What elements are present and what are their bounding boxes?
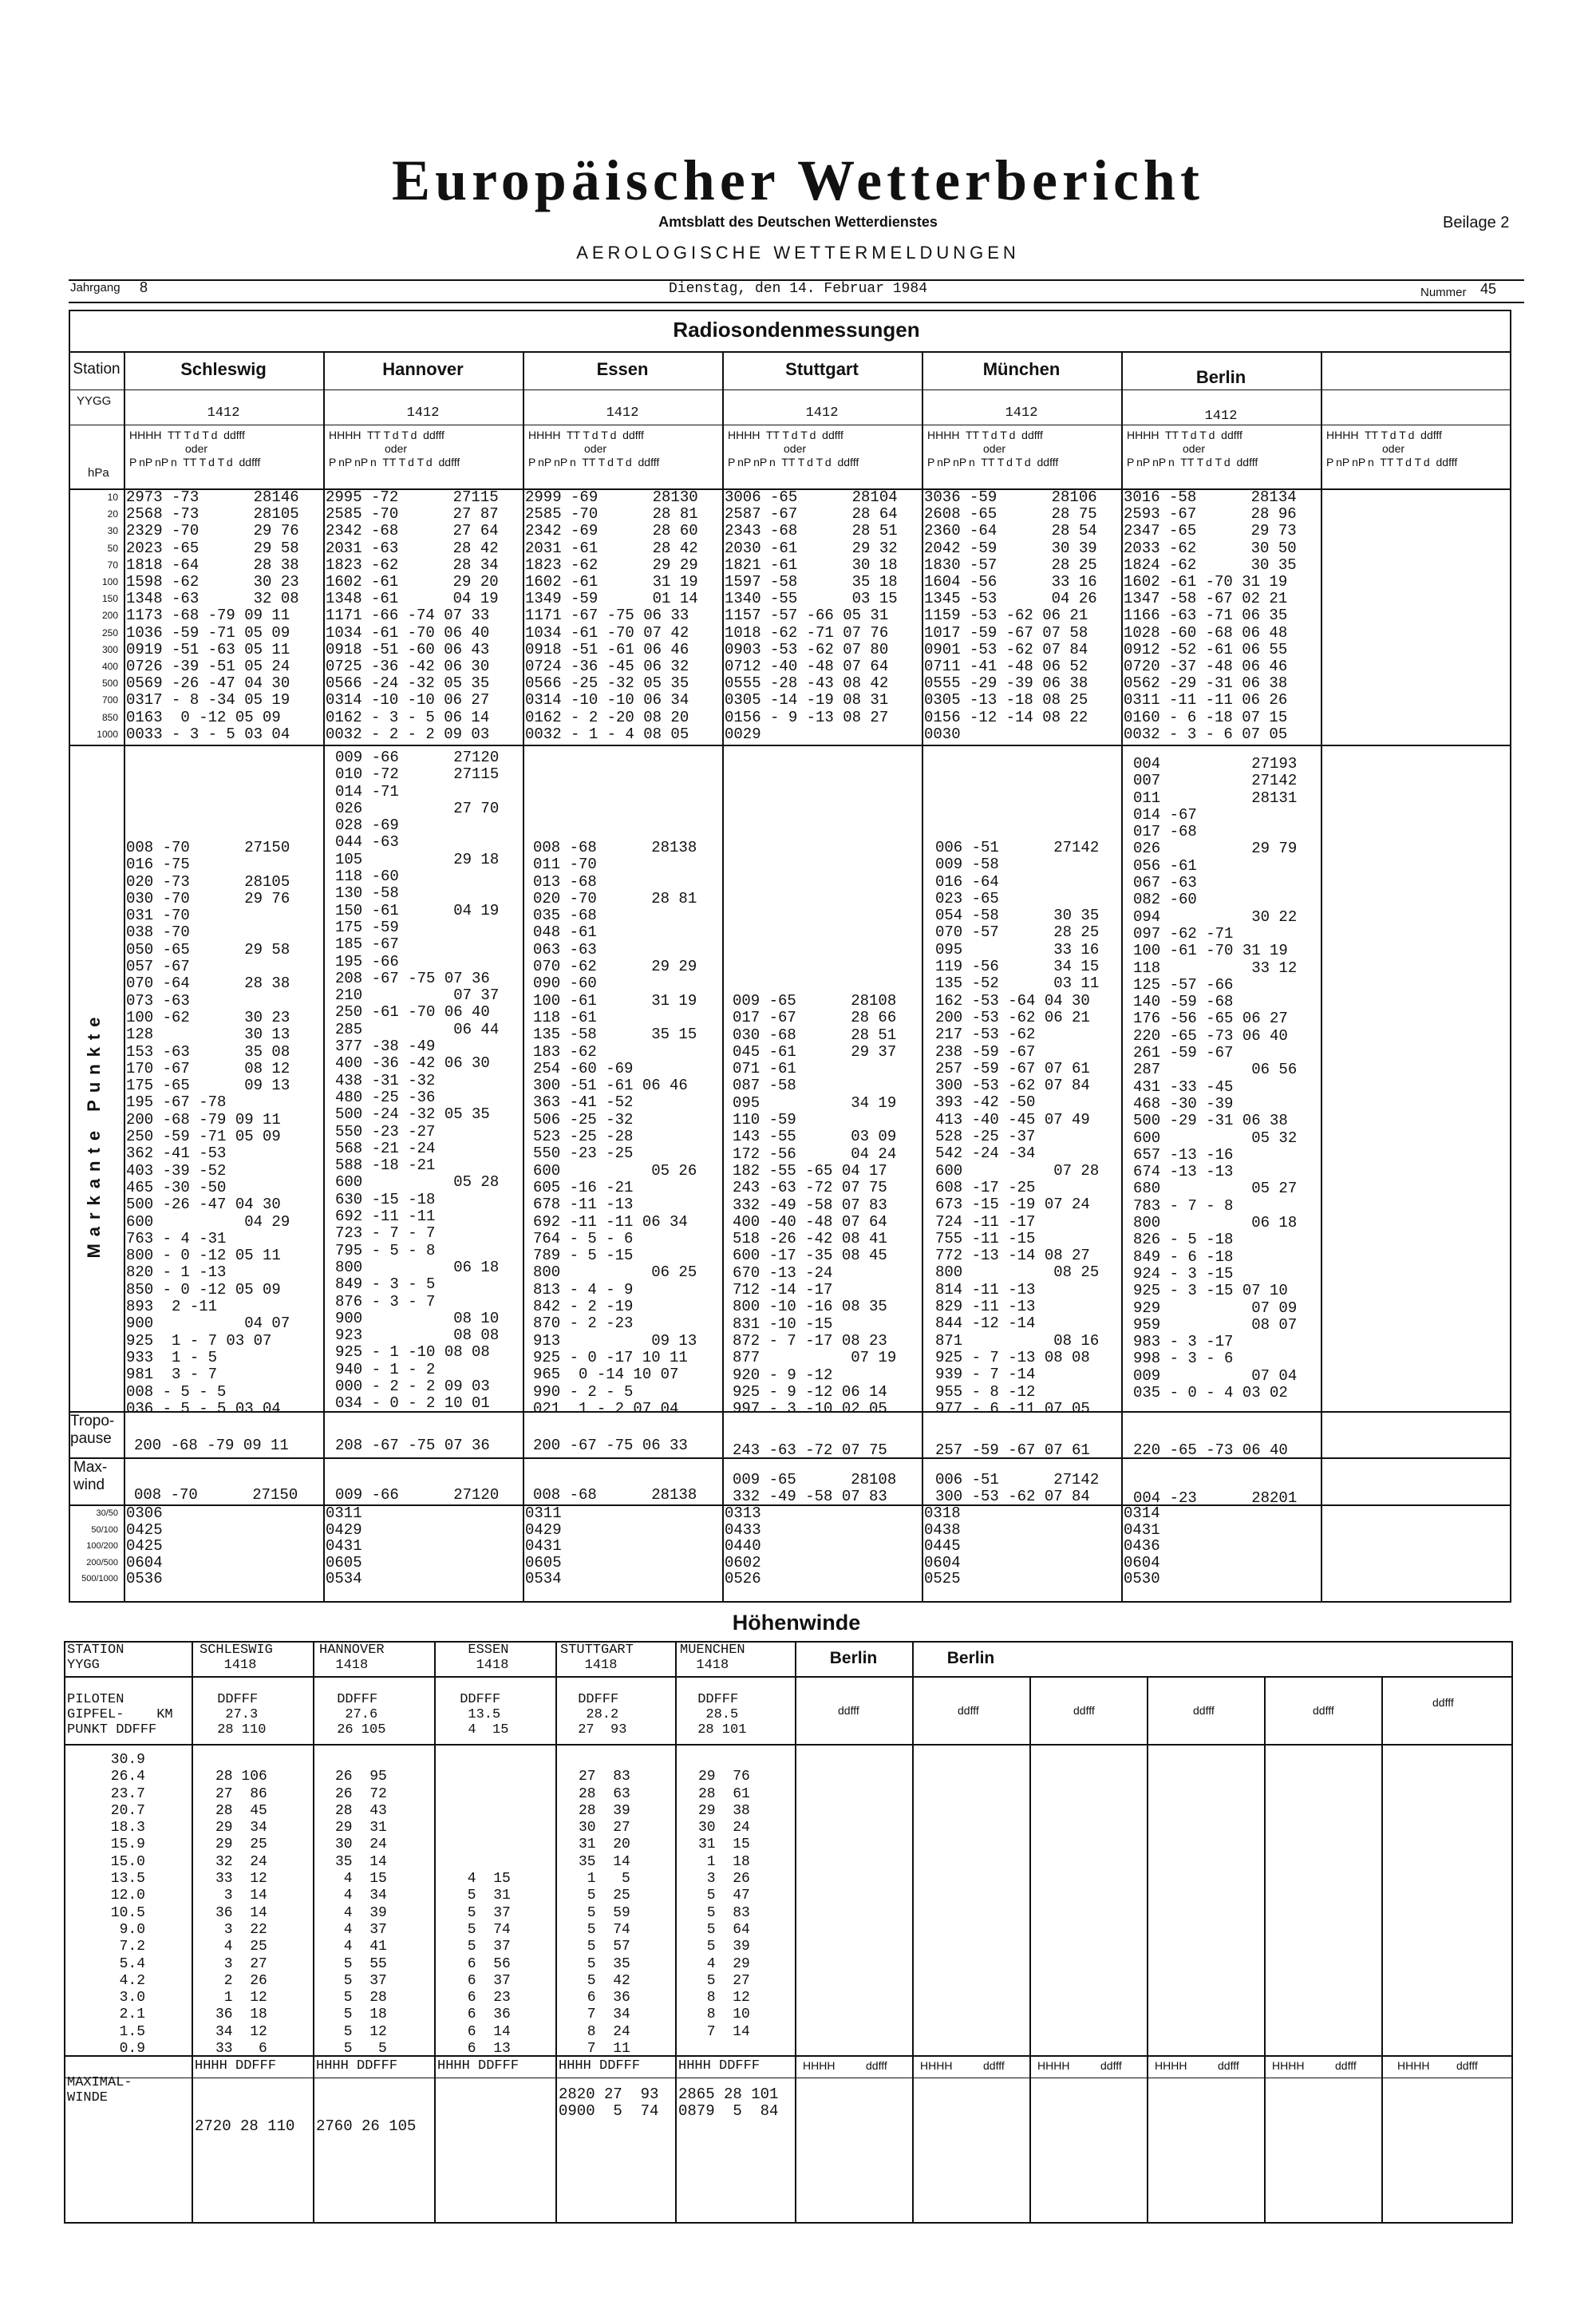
max-head: HHHH DDFFF — [437, 2058, 519, 2074]
markante-label: Markante Punkte — [84, 1010, 104, 1259]
row-rule — [69, 745, 1511, 746]
col-heading: HHHH TT T d T d ddfff oder P nP nP n TT T d T d ddfff — [728, 429, 859, 469]
winds-station-stuttgart: STUTTGART 1418 — [560, 1643, 634, 1673]
hpa-label: hPa — [88, 466, 109, 480]
yygg-muenchen: 1412 — [1005, 405, 1038, 421]
station-name-schleswig: Schleswig — [180, 359, 267, 379]
col-sep — [1029, 1676, 1031, 2224]
std-levels-muenchen: 3036 -59 28106 2608 -65 28 75 2360 -64 28 54 2042 -59 30 39 1830 -57 28 25 1604 -56 33 16 1345 -53 04 26 1159 -53 -62 06 21 1017 -59 -67 07 58 0901 -53 -62 07 84 0711 -41 -48 06 52 0555 -29 -39 06 38 0305 -13 -18 08 25 0156 -12 -14 08 22 0030 — [924, 488, 1097, 743]
winds-station-berlin-1: Berlin — [829, 1649, 878, 1667]
winds-muenchen: 29 76 28 61 29 38 30 24 31 15 1 18 3 26 5 47 5 83 5 64 5 39 4 29 5 27 8 12 8 10 7 14 — [698, 1769, 750, 2040]
col-sep — [922, 351, 923, 1603]
tropo-essen: 200 -67 -75 06 33 — [533, 1437, 688, 1454]
winds-essen: 4 15 5 31 5 37 5 74 5 37 6 56 6 37 6 23 6 36 6 14 6 13 — [467, 1871, 511, 2058]
winds-station-label: STATION YYGG — [67, 1643, 124, 1673]
std-levels-berlin: 3016 -58 28134 2593 -67 28 96 2347 -65 29 73 2033 -62 30 50 1824 -62 30 35 1602 -61 -70 31 19 1347 -58 -67 02 21 1166 -63 -71 06 35 1028 -60 -68 06 48 0912 -52 -61 06 55 0720 -37 -48 06 46 0562 -29 -31 06 38 0311 -11 -11 06 26 0160 - 6 -18 07 15 0032 - 3 - 6 07 05 — [1124, 488, 1297, 743]
winds-stuttgart: 27 83 28 63 28 39 30 27 31 20 35 14 1 5 5 25 5 59 5 74 5 57 5 35 5 42 6 36 7 34 8 24 7 11 — [579, 1769, 630, 2058]
max-head: HHHH DDFFF — [195, 2058, 277, 2074]
maxwind-schleswig: 008 -70 27150 — [134, 1486, 298, 1504]
max-head: HHHH DDFFF — [316, 2058, 398, 2074]
jahrgang-label: Jahrgang — [70, 281, 120, 295]
max-head: HHHH DDFFF — [678, 2058, 760, 2074]
winds-schleswig: 28 106 27 86 28 45 29 34 29 25 32 24 33 12 3 14 36 14 3 22 4 25 3 27 2 26 1 12 36 18 34 12 33 6 — [215, 1769, 267, 2058]
hhhh-head: HHHH — [920, 2059, 953, 2072]
ddfff-small-head: ddfff — [1456, 2059, 1478, 2072]
hoehenwinde-title: Höhenwinde — [732, 1611, 861, 1635]
col-sep — [192, 1641, 193, 2224]
maxwinde-muenchen: 2865 28 101 0879 5 84 — [678, 2086, 779, 2120]
row-rule — [69, 1504, 1511, 1506]
shear-hannover: 0311 0429 0431 0605 0534 — [326, 1504, 362, 1587]
ddfff-head: ddfff — [958, 1704, 979, 1717]
col-sep — [795, 1641, 796, 2224]
yygg-essen: 1412 — [606, 405, 639, 421]
row-rule — [64, 1676, 1513, 1678]
ddfff-head: ddfff — [1193, 1704, 1215, 1717]
col-sep — [912, 1641, 914, 2224]
maxwinde-stuttgart: 2820 27 93 0900 5 74 — [559, 2086, 659, 2120]
maxwind-hannover: 009 -66 27120 — [335, 1486, 500, 1504]
yygg-berlin: 1412 — [1204, 409, 1238, 424]
maximal-winde-label: MAXIMAL- WINDE — [67, 2075, 132, 2105]
yygg-hannover: 1412 — [406, 405, 440, 421]
winds-station-muenchen: MUENCHEN 1418 — [680, 1643, 745, 1673]
title-rule — [69, 351, 1511, 353]
yygg-label: YYGG — [77, 394, 112, 408]
maxwind-label: Max- wind — [73, 1459, 108, 1493]
hhhh-head: HHHH — [1397, 2059, 1430, 2072]
shear-stuttgart: 0313 0433 0440 0602 0526 — [725, 1504, 761, 1587]
hhhh-head: HHHH — [1155, 2059, 1187, 2072]
std-levels-hannover: 2995 -72 27115 2585 -70 27 87 2342 -68 27 64 2031 -63 28 42 1823 -62 28 34 1602 -61 29 20 1348 -61 04 19 1171 -66 -74 07 33 1034 -61 -70 06 40 0918 -51 -60 06 43 0725 -36 -42 06 30 0566 -24 -32 05 35 0314 -10 -10 06 27 0162 - 3 - 5 06 14 0032 - 2 - 2 09 03 — [326, 488, 499, 743]
ddfff-small-head: ddfff — [983, 2059, 1005, 2072]
radiosonde-title: Radiosondenmessungen — [673, 318, 920, 342]
tropo-hannover: 208 -67 -75 07 36 — [335, 1437, 490, 1454]
col-sep — [555, 1641, 557, 2224]
shear-essen: 0311 0429 0431 0605 0534 — [525, 1504, 562, 1587]
tropo-berlin: 220 -65 -73 06 40 — [1133, 1441, 1288, 1459]
hhhh-head: HHHH — [1037, 2059, 1070, 2072]
row-rule — [69, 1411, 1511, 1413]
std-levels-essen: 2999 -69 28130 2585 -70 28 81 2342 -69 28 60 2031 -61 28 42 1823 -62 29 29 1602 -61 31 19 1349 -59 01 14 1171 -67 -75 06 33 1034 -61 -70 07 42 0918 -51 -61 06 46 0724 -36 -45 06 32 0566 -25 -32 05 35 0314 -10 -10 06 34 0162 - 2 -20 08 20 0032 - 1 - 4 08 05 — [525, 488, 698, 743]
maxwind-essen: 008 -68 28138 — [533, 1486, 697, 1504]
hoehenwinde-table — [64, 1641, 1513, 2224]
col-sep — [1321, 351, 1322, 1603]
row-rule — [64, 2055, 1513, 2057]
ddfff-head: ddfff — [1313, 1704, 1334, 1717]
bulletin-title: Europäischer Wetterbericht — [392, 148, 1204, 212]
nummer-value: 45 — [1480, 281, 1497, 297]
ddfff-head: ddfff — [838, 1704, 859, 1717]
ddfff-head: ddfff — [1073, 1704, 1095, 1717]
markante-muenchen: 006 -51 27142 009 -58 016 -64 023 -65 054 -58 30 35 070 -57 28 25 095 33 16 119 -56 34 15 135 -52 03 11 162 -53 -64 04 30 200 -53 -62 06 21 217 -53 -62 238 -59 -67 257 -59 -67 07 61 300 -53 -62 07 84 393 -42 -50 413 -40 -45 07 49 528 -25 -37 542 -24 -34 600 07 28 608 -17 -25 673 -15 -19 07 24 724 -11 -17 755 -11 -15 772 -13 -14 08 27 800 08 25 814 -11 -13 829 -11 -13 844 -12 -14 871 08 16 925 - 7 -13 08 08 939 - 7 -14 955 - 8 -12 977 - 6 -11 07 05 — [935, 839, 1100, 1417]
row-rule — [69, 389, 1511, 390]
col-sep — [523, 351, 524, 1603]
tropo-muenchen: 257 -59 -67 07 61 — [935, 1441, 1090, 1459]
winds-station-essen: ESSEN 1418 — [468, 1643, 509, 1673]
bulletin-subtitle: Amtsblatt des Deutschen Wetterdienstes — [658, 214, 938, 230]
station-name-essen: Essen — [596, 359, 649, 379]
tropo-schleswig: 200 -68 -79 09 11 — [134, 1437, 289, 1454]
header-rule-bottom — [69, 302, 1524, 303]
section-heading: AEROLOGISCHE WETTERMELDUNGEN — [576, 243, 1020, 263]
col-sep — [1264, 1676, 1266, 2224]
winds-station-berlin-2: Berlin — [946, 1649, 995, 1667]
beilage-label: Beilage 2 — [1443, 214, 1510, 231]
col-heading: HHHH TT T d T d ddfff oder P nP nP n TT T d T d ddfff — [1127, 429, 1258, 469]
pilot-schleswig: DDFFF 27.3 28 110 — [217, 1692, 267, 1738]
ddfff-small-head: ddfff — [1335, 2059, 1357, 2072]
ddfff-head: ddfff — [1432, 1696, 1454, 1709]
issue-date: Dienstag, den 14. Februar 1984 — [668, 281, 928, 297]
markante-essen: 008 -68 28138 011 -70 013 -68 020 -70 28 81 035 -68 048 -61 063 -63 070 -62 29 29 090 -60 100 -61 31 19 118 -61 135 -58 35 15 183 -62 254 -60 -69 300 -51 -61 06 46 363 -41 -52 506 -25 -32 523 -25 -28 550 -23 -25 600 05 26 605 -16 -21 678 -11 -13 692 -11 -11 06 34 764 - 5 - 6 789 - 5 -15 800 06 25 813 - 4 - 9 842 - 2 -19 870 - 2 -23 913 09 13 925 - 0 -17 10 11 965 0 -14 10 07 990 - 2 - 5 021 1 - 2 07 04 — [533, 839, 697, 1417]
shear-muenchen: 0318 0438 0445 0604 0525 — [924, 1504, 961, 1587]
winds-station-schleswig: SCHLESWIG 1418 — [200, 1643, 273, 1673]
hhhh-head: HHHH — [803, 2059, 836, 2072]
station-label: Station — [73, 361, 120, 378]
pilot-label: PILOTEN GIPFEL- KM PUNKT DDFFF — [67, 1692, 173, 1738]
row-rule — [64, 1744, 1513, 1746]
col-sep — [1121, 351, 1123, 1603]
maxwinde-hannover: 2760 26 105 — [316, 2117, 417, 2135]
col-sep — [323, 351, 325, 1603]
col-heading: HHHH TT T d T d ddfff oder P nP nP n TT T d T d ddfff — [329, 429, 460, 469]
maxwinde-schleswig: 2720 28 110 — [195, 2117, 295, 2135]
maxwind-stuttgart: 009 -65 28108 332 -49 -58 07 83 — [733, 1471, 897, 1505]
tropo-stuttgart: 243 -63 -72 07 75 — [733, 1441, 887, 1459]
markante-berlin: 004 27193 007 27142 011 28131 014 -67 017 -68 026 29 79 056 -61 067 -63 082 -60 094 30 22 097 -62 -71 100 -61 -70 31 19 118 33 12 125 -57 -66 140 -59 -68 176 -56 -65 06 27 220 -65 -73 06 40 261 -59 -67 287 06 56 431 -33 -45 468 -30 -39 500 -29 -31 06 38 600 05 32 657 -13 -16 674 -13 -13 680 05 27 783 - 7 - 8 800 06 18 826 - 5 -18 849 - 6 -18 924 - 3 -15 925 - 3 -15 07 10 929 07 09 959 08 07 983 - 3 -17 998 - 3 - 6 009 07 04 035 - 0 - 4 03 02 — [1133, 755, 1298, 1402]
std-levels-schleswig: 2973 -73 28146 2568 -73 28105 2329 -70 29 76 2023 -65 29 58 1818 -64 28 38 1598 -62 30 23 1348 -63 32 08 1173 -68 -79 09 11 1036 -59 -71 05 09 0919 -51 -63 05 11 0726 -39 -51 05 24 0569 -26 -47 04 30 0317 - 8 -34 05 19 0163 0 -12 05 09 0033 - 3 - 5 03 04 — [126, 488, 299, 743]
ddfff-small-head: ddfff — [866, 2059, 887, 2072]
col-heading: HHHH TT T d T d ddfff oder P nP nP n TT T d T d ddfff — [1326, 429, 1458, 469]
pilot-stuttgart: DDFFF 28.2 27 93 — [578, 1692, 627, 1738]
pilot-muenchen: DDFFF 28.5 28 101 — [697, 1692, 747, 1738]
nummer-label: Nummer — [1420, 286, 1467, 299]
row-rule — [69, 1457, 1511, 1459]
col-sep — [675, 1641, 677, 2224]
station-name-hannover: Hannover — [382, 359, 464, 379]
markante-stuttgart: 009 -65 28108 017 -67 28 66 030 -68 28 51 045 -61 29 37 071 -61 087 -58 095 34 19 110 -59 143 -55 03 09 172 -56 04 24 182 -55 -65 04 17 243 -63 -72 07 75 332 -49 -58 07 83 400 -40 -48 07 64 518 -26 -42 08 41 600 -17 -35 08 45 670 -13 -24 712 -14 -17 800 -10 -16 08 35 831 -10 -15 872 - 7 -17 08 23 877 07 19 920 - 9 -12 925 - 9 -12 06 14 997 - 3 -10 02 05 — [733, 992, 897, 1418]
shear-schleswig: 0306 0425 0425 0604 0536 — [126, 1504, 163, 1587]
station-name-muenchen: München — [982, 359, 1061, 379]
jahrgang-value: 8 — [140, 279, 148, 295]
tropopause-label: Tropo- pause — [70, 1413, 115, 1447]
pilot-essen: DDFFF 13.5 4 15 — [460, 1692, 509, 1738]
pilot-hannover: DDFFF 27.6 26 105 — [337, 1692, 386, 1738]
wind-heights: 30.9 26.4 23.7 20.7 18.3 15.9 15.0 13.5 12.0 10.5 9.0 7.2 5.4 4.2 3.0 2.1 1.5 0.9 — [110, 1752, 145, 2058]
std-levels-stuttgart: 3006 -65 28104 2587 -67 28 64 2343 -68 28 51 2030 -61 29 32 1821 -61 30 18 1597 -58 35 18 1340 -55 03 15 1157 -57 -66 05 31 1018 -62 -71 07 76 0903 -53 -62 07 80 0712 -40 -48 07 64 0555 -28 -43 08 42 0305 -14 -19 08 31 0156 - 9 -13 08 27 0029 — [725, 488, 898, 743]
maxwind-berlin: 004 -23 28201 — [1133, 1489, 1298, 1507]
col-sep — [1147, 1676, 1148, 2224]
pressure-levels: 10 20 30 50 70 100 150 200 250 300 400 500 700 850 1000 — [97, 492, 118, 740]
ddfff-small-head: ddfff — [1100, 2059, 1122, 2072]
col-heading: HHHH TT T d T d ddfff oder P nP nP n TT T d T d ddfff — [528, 429, 660, 469]
yygg-schleswig: 1412 — [207, 405, 240, 421]
col-heading: HHHH TT T d T d ddfff oder P nP nP n TT T d T d ddfff — [129, 429, 261, 469]
yygg-stuttgart: 1412 — [805, 405, 839, 421]
station-name-berlin: Berlin — [1195, 367, 1246, 387]
col-heading: HHHH TT T d T d ddfff oder P nP nP n TT T d T d ddfff — [927, 429, 1059, 469]
col-sep — [313, 1641, 314, 2224]
winds-station-hannover: HANNOVER 1418 — [319, 1643, 385, 1673]
markante-hannover: 009 -66 27120 010 -72 27115 014 -71 026 27 70 028 -69 044 -63 105 29 18 118 -60 130 -58 150 -61 04 19 175 -59 185 -67 195 -66 208 -67 -75 07 36 210 07 37 250 -61 -70 06 40 285 06 44 377 -38 -49 400 -36 -42 06 30 438 -31 -32 480 -25 -36 500 -24 -32 05 35 550 -23 -27 568 -21 -24 588 -18 -21 600 05 28 630 -15 -18 692 -11 -11 723 - 7 - 7 795 - 5 - 8 800 06 18 849 - 3 - 5 876 - 3 - 7 900 08 10 923 08 08 925 - 1 -10 08 08 940 - 1 - 2 000 - 2 - 2 09 03 034 - 0 - 2 10 01 — [335, 749, 500, 1413]
shear-labels: 30/50 50/100 100/200 200/500 500/1000 — [81, 1508, 118, 1583]
station-name-stuttgart: Stuttgart — [785, 359, 859, 379]
winds-hannover: 26 95 26 72 28 43 29 31 30 24 35 14 4 15 4 34 4 39 4 37 4 41 5 55 5 37 5 28 5 18 5 12 5 5 — [335, 1769, 387, 2058]
col-sep — [1381, 1676, 1383, 2224]
shear-berlin: 0314 0431 0436 0604 0530 — [1124, 1504, 1160, 1587]
col-sep — [124, 351, 125, 1603]
col-sep — [434, 1641, 436, 2224]
max-head: HHHH DDFFF — [559, 2058, 641, 2074]
ddfff-small-head: ddfff — [1218, 2059, 1239, 2072]
markante-schleswig: 008 -70 27150 016 -75 020 -73 28105 030 -70 29 76 031 -70 038 -70 050 -65 29 58 057 -67 070 -64 28 38 073 -63 100 -62 30 23 128 30 13 153 -63 35 08 170 -67 08 12 175 -65 09 13 195 -67 -78 200 -68 -79 09 11 250 -59 -71 05 09 362 -41 -53 403 -39 -52 465 -30 -50 500 -26 -47 04 30 600 04 29 763 - 4 -31 800 - 0 -12 05 11 820 - 1 -13 850 - 0 -12 05 09 893 2 -11 900 04 07 925 1 - 7 03 07 933 1 - 5 981 3 - 7 008 - 5 - 5 036 - 5 - 5 03 04 — [126, 839, 290, 1417]
maxwind-muenchen: 006 -51 27142 300 -53 -62 07 84 — [935, 1471, 1100, 1505]
col-sep — [722, 351, 724, 1603]
hhhh-head: HHHH — [1272, 2059, 1305, 2072]
